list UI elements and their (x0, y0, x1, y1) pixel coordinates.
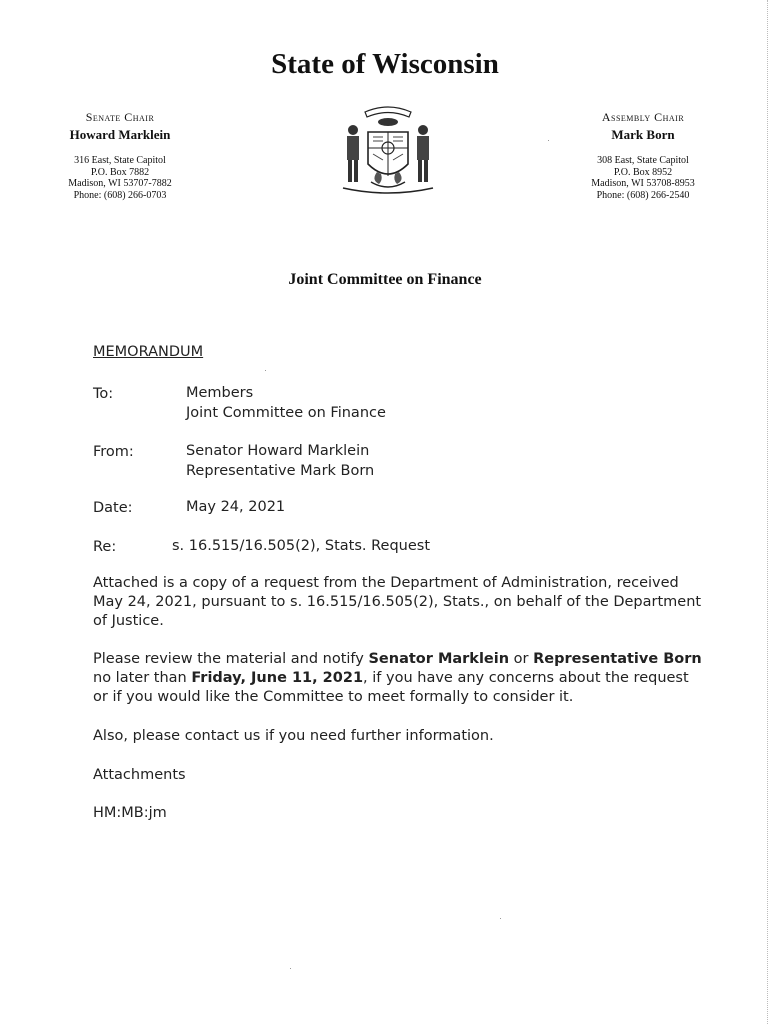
address-line: P.O. Box 8952 (613, 166, 673, 178)
re-value: s. 16.515/16.505(2), Stats. Request (172, 538, 431, 554)
re-label: Re: (93, 539, 117, 555)
p2-text: Please review the material and notify (93, 651, 369, 667)
address-line: Madison, WI 53707-7882 (68, 178, 172, 189)
address-line: Phone: (608) 266-2540 (596, 189, 690, 201)
senate-chair-name: Howard Marklein (69, 127, 171, 142)
to-line: Members (186, 385, 254, 401)
wisconsin-state-seal-icon (333, 102, 443, 202)
address-line: 308 East, State Capitol (597, 155, 689, 166)
date-label: Date: (93, 500, 133, 516)
assembly-chair-name: Mark Born (611, 127, 675, 142)
p2-representative: Representative Born (533, 651, 702, 667)
senate-chair-role: Senate Chair (85, 110, 155, 124)
scan-edge (765, 0, 768, 1024)
to-line: Joint Committee on Finance (186, 405, 386, 421)
assembly-chair-role: Assembly Chair (601, 110, 685, 124)
scan-speck (290, 968, 291, 969)
p2-text: no later than (93, 670, 192, 686)
body-paragraph-3: Also, please contact us if you need further information. (93, 728, 494, 744)
to-value (186, 383, 386, 423)
address-line: Phone: (608) 266-0703 (73, 189, 167, 201)
committee-title: Joint Committee on Finance (288, 271, 482, 288)
body-paragraph-1: Attached is a copy of a request from the Department of Administration, received May 24, 2021, pursuant to s. 16.515/16.505(2), Stats., on behalf of the Department of Justice. (93, 575, 702, 629)
address-line: Madison, WI 53708-8953 (591, 178, 695, 189)
assembly-chair-address (548, 155, 738, 201)
scan-speck (548, 140, 549, 141)
body-paragraph-2 (93, 650, 703, 707)
date-value: May 24, 2021 (186, 499, 286, 515)
from-label: From: (93, 444, 134, 460)
to-label: To: (93, 386, 114, 402)
from-line: Senator Howard Marklein (186, 443, 370, 459)
senate-chair-block (25, 110, 215, 201)
p2-text: , if you have any concerns about the request or if you would like the Committee to meet formally to consider it. (93, 670, 689, 705)
scan-speck (500, 918, 501, 919)
p2-senator: Senator Marklein (368, 651, 510, 667)
address-line: 316 East, State Capitol (74, 155, 166, 166)
memo-heading: MEMORANDUM (93, 344, 204, 360)
address-line: P.O. Box 7882 (90, 166, 150, 178)
p2-deadline: Friday, June 11, 2021 (191, 670, 364, 686)
assembly-chair-block (548, 110, 738, 201)
from-line: Representative Mark Born (186, 463, 375, 479)
senate-chair-address (25, 155, 215, 201)
p2-text: or (509, 651, 534, 667)
page-title: State of Wisconsin (271, 48, 499, 80)
from-value (186, 441, 374, 481)
attachments-line: Attachments (93, 767, 186, 783)
scan-speck (265, 370, 266, 371)
initials-line: HM:MB:jm (93, 805, 167, 821)
